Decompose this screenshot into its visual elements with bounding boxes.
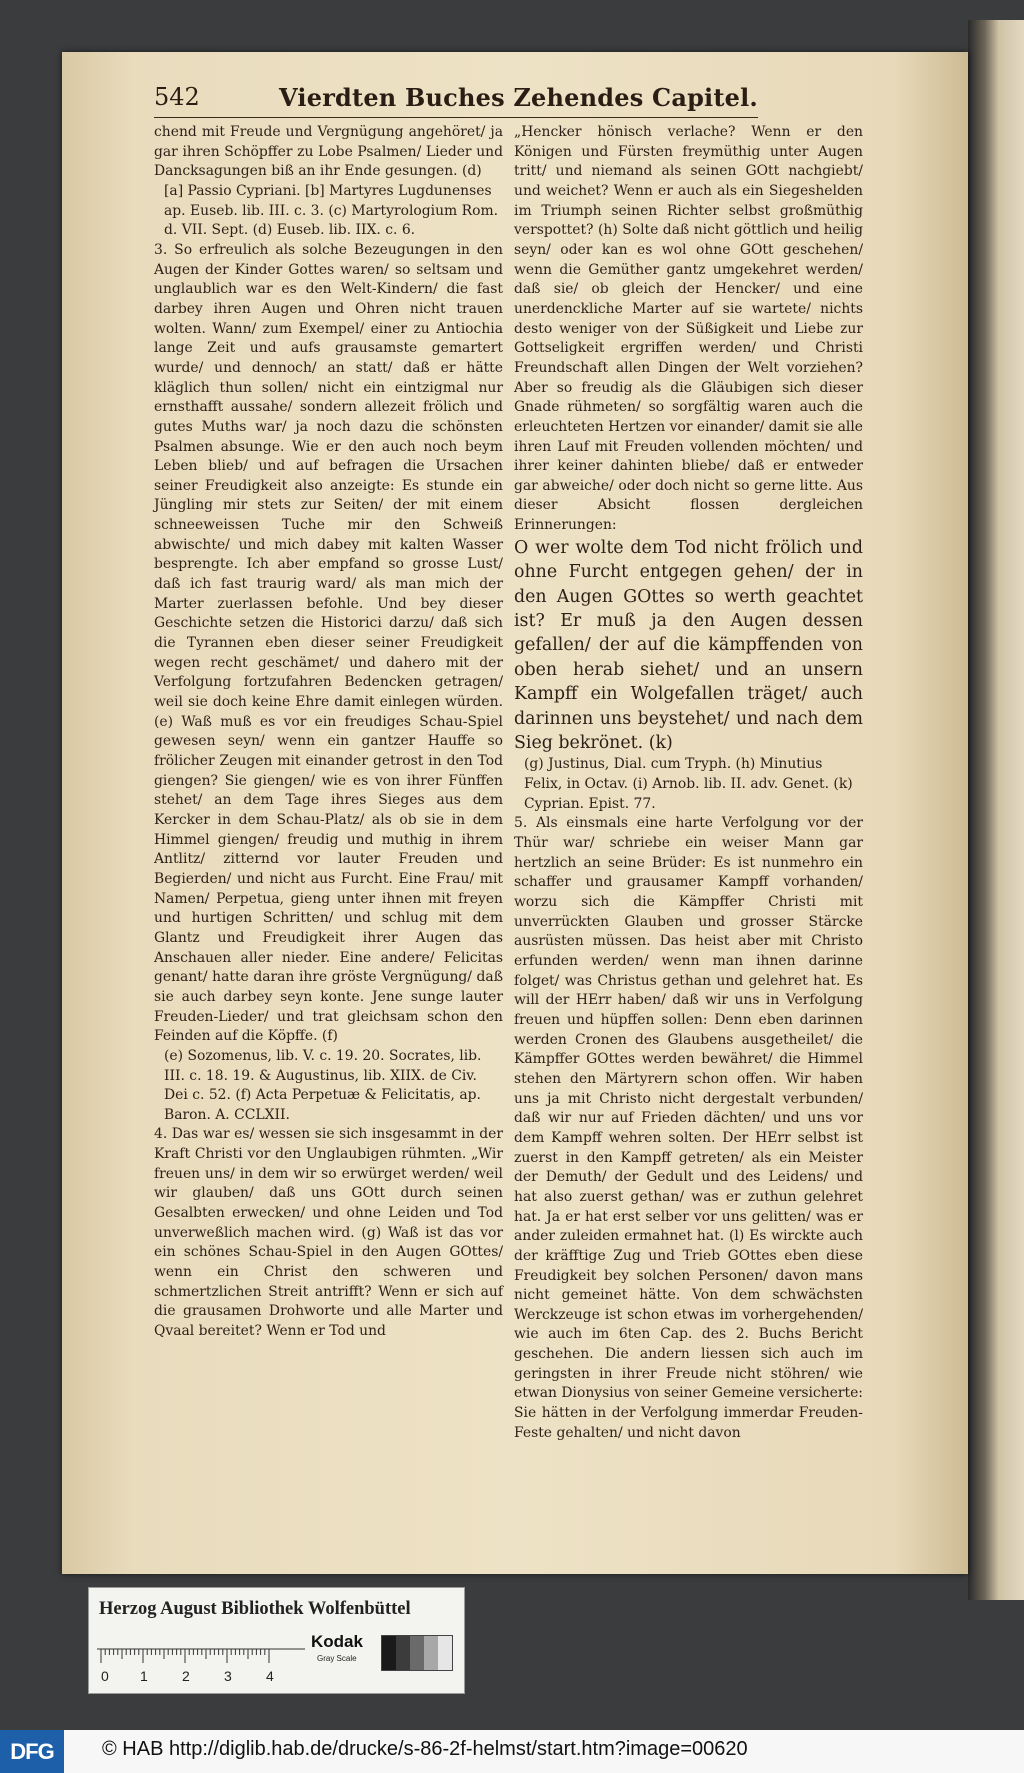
ruler-number: 2 (182, 1668, 190, 1684)
paragraph: 4. Das war es/ wessen sie sich insgesammt in der Kraft Christi vor den Unglaubigen rühmten. „Wir freuen uns/ in dem wir so erwürget werden/ weil wir glauben/ daß uns GOtt durch seinen Gesalbten erwecken/ und ohne Leiden und Tod unverweßlich machen wird. (g) Waß ist das vor ein schönes Schau-Spiel in den Augen GOttes/ wenn ein Christ den schweren und schmertzlichen Streit antrifft? Wenn er sich auf die grausamen Drohworte und alle Marter und Qvaal bereitet? Wenn er Tod und (154, 1126, 503, 1340)
dfg-logo: DFG (0, 1730, 64, 1773)
gray-swatch (410, 1636, 424, 1670)
color-ruler-card (88, 1587, 465, 1694)
paragraph: 5. Als einsmals eine harte Verfolgung vor der Thür war/ schriebe ein weiser Mann gar hertzlich an seine Brüder: Es ist nunmehro ein schaffer und grausamer Kampff vorhanden/ worzu sich die Kämpffer Christi mit unverrückten Glauben und grosser Stärcke ausrüsten müssen. Das heist aber mit Christo erfunden werden/ wenn man ihnen darinne folget/ was Christus gethan und gelehret hat. Es will der HErr haben/ daß wir uns in Verfolgung freuen und hüpffen sollen: Denn eben darinnen werden Cronen des Glaubens ausgetheilet/ die Kämpffer GOttes werden bewähret/ die Himmel stehen den Märtyrern schon offen. Wir haben uns ja mit Christo nicht dergestalt verbunden/ daß wir nur auf Frieden dächten/ und uns vor dem Kampff wehren solten. Der HErr selbst ist zuerst in den Kampff getreten/ als ein Meister der Demuth/ der Gedult und des Leidens/ und hat also zuerst gethan/ was er zuthun gelehret hat. Ja er hat erst selber vor uns gelitten/ was er ander zuleiden ermahnet hat. (l) Es wirckte auch der kräfftige Zug und Trieb GOttes eben diese Freudigkeit bey solchen Personen/ davon mans nicht gemeinet hätte. Von dem schwächsten Werckzeuge ist schon etwas im vorhergehenden/ wie auch im 6ten Cap. des 2. Buchs Bericht geschehen. Die andern liessen sich auch im geringsten in ihrer Freude nicht stöhren/ wie etwan Dionysius von seiner Gemeine versicherte: Sie hätten in der Verfolgung immerdar Freuden-Feste gehalten/ und nicht davon (514, 815, 863, 1441)
footnote-block: (e) Sozomenus, lib. V. c. 19. 20. Socrates, lib. III. c. 18. 19. & Augustinus, lib. XIIX. de Civ. Dei c. 52. (f) Acta Perpetuæ & Felicitatis, ap. Baron. A. CCLXII. (164, 1047, 482, 1123)
ruler-ticks (101, 1649, 269, 1663)
paragraph: „Hencker hönisch verlache? Wenn er den Königen und Fürsten freymüthig unter Augen tritt/ und niemand als seinen GOtt nachgiebt/ und weichet? Wenn er auch als ein Siegeshelden im Triumph seinen Richter selbst großmüthig verspottet? (h) Solte daß nicht göttlich und heilig seyn/ oder kan es wol ohne GOtt geschehen/ wenn die Gemüther gantz umgekehret werden/ daß sie/ ob gleich der Hencker/ und eine unerdenckliche Marter auf sie wartete/ nichts desto weniger von der Süßigkeit und Liebe zur Gottseligkeit ergriffen werden/ und Christi Freundschaft allen Dingen der Welt vorziehen? Aber so freudig als die Gläubigen sich dieser Gnade rühmeten/ so sorgfältig waren auch die erleuchteten Hertzen vor einander/ damit sie alle ihren Lauf mit Freuden vollenden möchten/ und ihrer keiner dahinten bliebe/ daß er entweder gar abweiche/ oder doch nicht so gerne litte. Aus dieser Absicht flossen dergleichen Erinnerungen: (514, 124, 863, 534)
emphasized-quote: O wer wolte dem Tod nicht frölich und ohne Furcht entgegen gehen/ der in den Augen GOttes so werth geachtet ist? Er muß ja den Augen dessen gefallen/ der auf die kämpffenden von oben herab siehet/ und an unsern Kampff ein Wolgefallen träget/ auch darinnen uns beystehet/ und nach dem Sieg bekrönet. (k) (514, 537, 863, 754)
gray-swatch (424, 1636, 438, 1670)
paragraph: 3. So erfreulich als solche Bezeugungen in den Augen der Kinder Gottes waren/ so seltsam und unglaublich war es den Welt-Kindern/ die fast darbey ihren Augen und Ohren nicht trauen wolten. Wann/ zum Exempel/ einer zu Antiochia lange Zeit und aufs grausamste gemartert wurde/ und dennoch/ an statt/ daß er hätte kläglich thun sollen/ nicht ein eintzigmal nur ernsthafft aussahe/ sondern allezeit frölich und gutes Muths war/ ja noch dazu die schönsten Psalmen absunge. Wie er den auch noch beym Leben blieb/ und auf befragen die Ursachen seiner Freudigkeit also anzeigte: Es stunde ein Jüngling mir stets zur Seiten/ der mit einem schneeweissen Tuche mir den Schweiß abwischte/ und mich dabey mit kalten Wasser besprengte. Ich aber empfand so grosse Lust/ daß ich fast traurig ward/ als man mich der Marter zuerlassen befohle. Und bey dieser Geschichte setzen die Historici darzu/ daß sich die Tyrannen eben dieser seiner Freudigkeit wegen recht geschämet/ und dahero mit der Verfolgung fortzufahren Bedencken getragen/ weil sie doch keine Ehre damit einlegen würden. (e) Waß muß es vor ein freudiges Schau-Spiel gewesen seyn/ wenn ein gantzer Hauffe so frölicher Zeugen mit einander getrost in den Tod giengen? Sie giengen/ wie es von ihrer Fünffen stehet/ an dem Tage ihres Sieges aus dem Kercker in dem Schau-Platz/ als ob sie in dem Himmel giengen/ freudig und muthig in ihrem Antlitz/ zitternd vor lauter Freuden und Begierden/ und nicht aus Furcht. Eine Frau/ mit Namen/ Perpetua, gieng unter ihnen mit freyen und hurtigen Schritten/ und schlug mit dem Glantz und Freudigkeit ihrer Augen das Anschauen aller nieder. Eine andere/ Felicitas genant/ hatte daran ihre gröste Vergnügung/ daß sie auch darbey seyn konte. Jene sunge lauter Freuden-Lieder/ und trat gleichsam schon den Feinden auf die Köpffe. (f) (154, 241, 503, 1045)
ruler-number: 3 (224, 1668, 232, 1684)
gray-swatch (396, 1636, 410, 1670)
kodak-brand: Kodak (311, 1632, 363, 1651)
left-column (154, 123, 503, 1342)
library-name: Herzog August Bibliothek Wolfenbüttel (99, 1599, 411, 1619)
footnote-block: [a] Passio Cypriani. [b] Martyres Lugdunenses ap. Euseb. lib. III. c. 3. (c) Martyrologium Rom. d. VII. Sept. (d) Euseb. lib. IIX. c. 6. (164, 182, 499, 239)
gray-swatch (382, 1636, 396, 1670)
ruler-number: 1 (140, 1668, 148, 1684)
footer-url[interactable]: © HAB http://diglib.hab.de/drucke/s-86-2f-helmst/start.htm?image=00620 (102, 1738, 748, 1760)
ruler-numbers (101, 1668, 274, 1684)
gray-scale-patches (381, 1635, 453, 1671)
facing-page-edge (968, 20, 1024, 1600)
page-number: 542 (154, 83, 200, 111)
gray-swatch (438, 1636, 452, 1670)
footnote-block: (g) Justinus, Dial. cum Tryph. (h) Minutius Felix, in Octav. (i) Arnob. lib. II. adv. Genet. (k) Cyprian. Epist. 77. (524, 756, 853, 812)
ruler-number: 0 (101, 1668, 109, 1684)
footer-bar (0, 1730, 1024, 1773)
running-head (154, 81, 758, 118)
ruler-number: 4 (266, 1668, 274, 1684)
right-column (514, 123, 863, 1443)
measurement-ruler (97, 1641, 307, 1685)
grayscale-label: Gray Scale (317, 1654, 357, 1663)
running-title: Vierdten Buches Zehendes Capitel. (279, 83, 758, 112)
paragraph: chend mit Freude und Vergnügung angehöret/ ja gar ihren Schöpffer zu Lobe Psalmen/ Lieder und Dancksagungen biß an ihr Ende gesungen. (d) (154, 124, 503, 180)
